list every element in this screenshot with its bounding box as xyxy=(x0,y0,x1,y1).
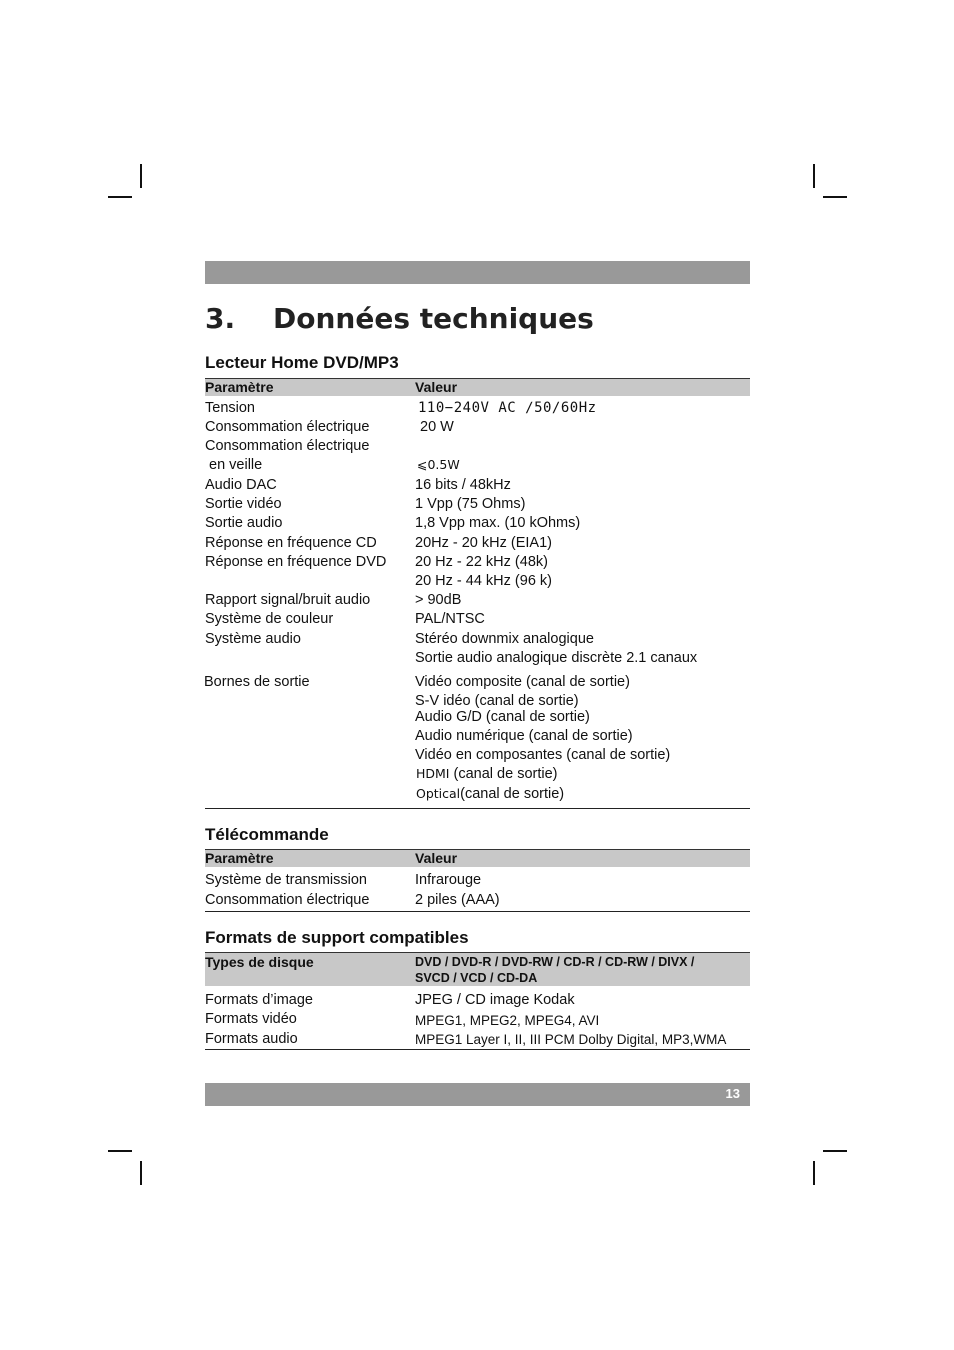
param-formats-audio: Formats audio xyxy=(205,1031,298,1047)
optical-label: Optical xyxy=(416,786,461,801)
telecommande-heading: Télécommande xyxy=(205,825,329,844)
formats-heading: Formats de support compatibles xyxy=(205,928,469,947)
value-conso: 20 W xyxy=(420,419,454,435)
value-couleur: PAL/NTSC xyxy=(415,611,485,627)
section-number: 3. xyxy=(205,302,236,335)
value-dac: 16 bits / 48kHz xyxy=(415,477,511,493)
value-rep-cd: 20Hz - 20 kHz (EIA1) xyxy=(415,535,552,551)
param-telecommande-conso: Consommation électrique xyxy=(205,892,370,908)
column-header-disc-types-line2: SVCD / VCD / CD-DA xyxy=(415,971,538,985)
hdmi-rest: (canal de sortie) xyxy=(453,766,558,782)
value-formats-audio: MPEG1 Layer I, II, III PCM Dolby Digital, MP3,WMA xyxy=(415,1032,727,1047)
param-formats-video: Formats vidéo xyxy=(205,1011,297,1027)
value-bornes-4: Audio numérique (canal de sortie) xyxy=(415,728,633,744)
value-bornes-3: Audio G/D (canal de sortie) xyxy=(415,709,590,725)
hdmi-label: HDMI xyxy=(416,766,450,781)
value-bornes-6 xyxy=(416,765,558,783)
param-sysaudio: Système audio xyxy=(205,631,301,647)
lecteur-table-bottom-rule xyxy=(205,808,750,809)
page-number: 13 xyxy=(725,1086,740,1101)
crop-mark-top-right-horizontal xyxy=(823,196,847,198)
value-rep-dvd-line2: 20 Hz - 44 kHz (96 k) xyxy=(415,573,552,589)
param-veille-line2: en veille xyxy=(209,457,263,473)
column-header-param: Paramètre xyxy=(205,850,274,866)
value-bornes-2: S-V idéo (canal de sortie) xyxy=(415,693,579,709)
param-formats-image: Formats d’image xyxy=(205,992,313,1008)
param-conso: Consommation électrique xyxy=(205,419,370,435)
header-band xyxy=(205,261,750,284)
crop-mark-bottom-left-vertical xyxy=(140,1161,142,1185)
crop-mark-bottom-left-horizontal xyxy=(108,1150,132,1152)
value-bornes-5: Vidéo en composantes (canal de sortie) xyxy=(415,747,671,763)
crop-mark-top-left-horizontal xyxy=(108,196,132,198)
lecteur-heading: Lecteur Home DVD/MP3 xyxy=(205,353,399,372)
telecommande-table-header xyxy=(205,849,750,867)
param-rep-dvd: Réponse en fréquence DVD xyxy=(205,554,387,570)
crop-mark-bottom-right-vertical xyxy=(813,1161,815,1185)
value-telecommande-conso: 2 piles (AAA) xyxy=(415,892,500,908)
optical-rest: (canal de sortie) xyxy=(460,786,565,802)
param-transmission: Système de transmission xyxy=(205,872,367,888)
param-video: Sortie vidéo xyxy=(205,496,282,512)
telecommande-table-bottom-rule xyxy=(205,911,750,912)
crop-mark-bottom-right-horizontal xyxy=(823,1150,847,1152)
crop-mark-top-left-vertical xyxy=(140,164,142,188)
footer-band xyxy=(205,1083,750,1106)
column-header-disc-types-line1: DVD / DVD-R / DVD-RW / CD-R / CD-RW / DIVX / xyxy=(415,955,695,969)
param-dac: Audio DAC xyxy=(205,477,277,493)
formats-table-bottom-rule xyxy=(205,1049,750,1050)
value-formats-image: JPEG / CD image Kodak xyxy=(415,992,575,1008)
param-snr: Rapport signal/bruit audio xyxy=(205,592,371,608)
column-header-value: Valeur xyxy=(415,379,458,395)
value-bornes-1: Vidéo composite (canal de sortie) xyxy=(415,674,630,690)
value-transmission: Infrarouge xyxy=(415,872,482,888)
param-couleur: Système de couleur xyxy=(205,611,334,627)
crop-mark-top-right-vertical xyxy=(813,164,815,188)
lecteur-table-header xyxy=(205,378,750,396)
value-snr: > 90dB xyxy=(415,592,462,608)
value-veille: ⩽0.5W xyxy=(417,457,460,472)
value-sysaudio-line2: Sortie audio analogique discrète 2.1 canaux xyxy=(415,650,698,666)
param-bornes: Bornes de sortie xyxy=(204,674,310,690)
column-header-param: Paramètre xyxy=(205,379,274,395)
value-formats-video: MPEG1, MPEG2, MPEG4, AVI xyxy=(415,1013,600,1028)
param-audio: Sortie audio xyxy=(205,515,283,531)
value-bornes-7 xyxy=(416,785,564,803)
section-title-text: Données techniques xyxy=(273,302,594,335)
value-sysaudio-line1: Stéréo downmix analogique xyxy=(415,631,594,647)
page-title xyxy=(205,302,594,335)
column-header-types: Types de disque xyxy=(205,954,314,970)
value-video: 1 Vpp (75 Ohms) xyxy=(415,496,526,512)
column-header-value: Valeur xyxy=(415,850,458,866)
param-veille-line1: Consommation électrique xyxy=(205,438,370,454)
param-rep-cd: Réponse en fréquence CD xyxy=(205,535,377,551)
value-tension: 110−240V AC ∕50∕60Hz xyxy=(418,400,597,416)
value-rep-dvd-line1: 20 Hz - 22 kHz (48k) xyxy=(415,554,548,570)
value-audio: 1,8 Vpp max. (10 kOhms) xyxy=(415,515,581,531)
param-tension: Tension xyxy=(205,400,255,416)
formats-table-header xyxy=(205,952,750,986)
